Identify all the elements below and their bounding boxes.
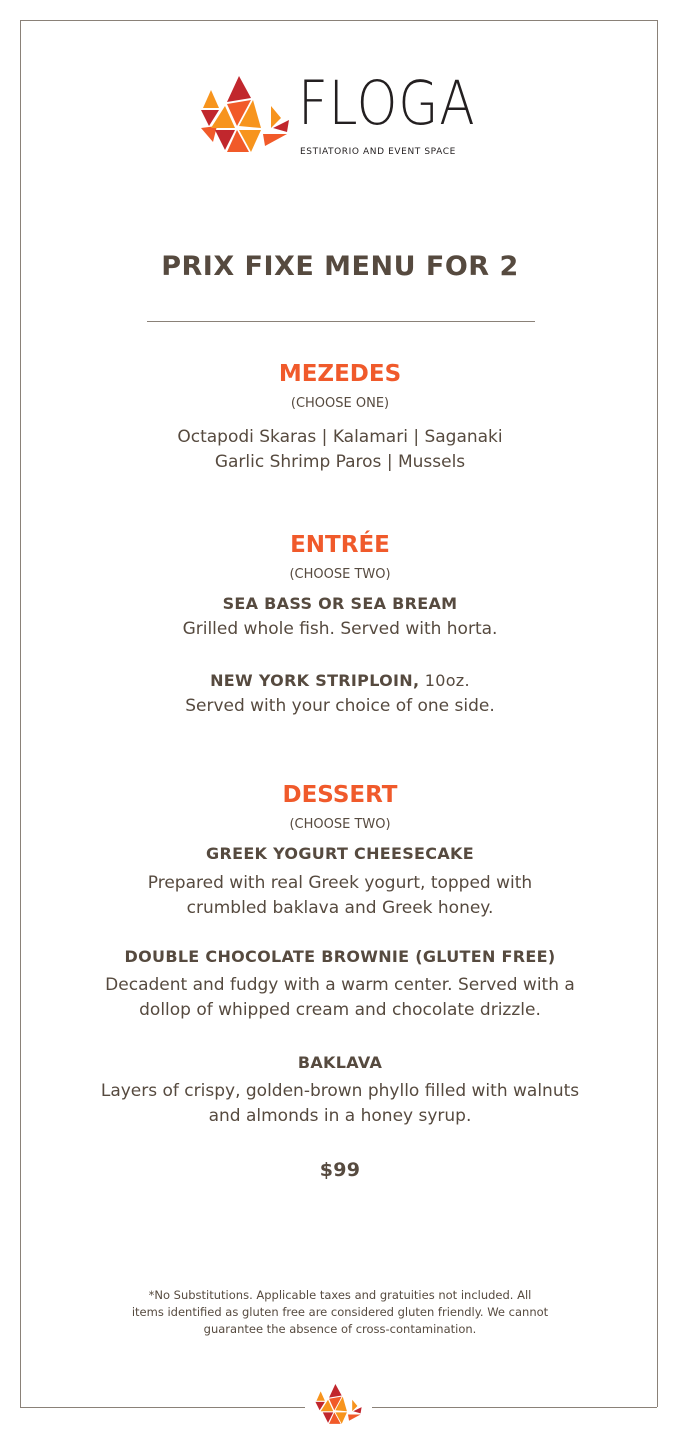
page-title: PRIX FIXE MENU FOR 2 <box>161 251 519 282</box>
dessert-item-desc: crumbled baklava and Greek honey. <box>186 898 494 918</box>
section-heading-entree: ENTRÉE <box>290 532 390 558</box>
dessert-item-desc: and almonds in a honey syrup. <box>208 1106 472 1126</box>
mezedes-line: Octapodi Skaras | Kalamari | Saganaki <box>177 427 503 447</box>
entree-choose-note: (CHOOSE TWO) <box>289 567 391 582</box>
dessert-choose-note: (CHOOSE TWO) <box>289 817 391 832</box>
brand-tagline: ESTIATORIO AND EVENT SPACE <box>300 147 456 157</box>
entree-item-weight: 10oz. <box>419 671 470 690</box>
entree-item-name <box>0 671 680 690</box>
entree-item-name-text: NEW YORK STRIPLOIN, <box>210 671 420 690</box>
mezedes-choose-note: (CHOOSE ONE) <box>290 396 390 411</box>
section-heading-mezedes: MEZEDES <box>278 361 402 387</box>
flame-footer-icon <box>314 1384 362 1426</box>
entree-item-name: SEA BASS OR SEA BREAM <box>222 594 458 613</box>
bottom-border-left <box>20 1407 305 1408</box>
dessert-item-desc: Prepared with real Greek yogurt, topped with <box>147 873 533 893</box>
dessert-item-name: GREEK YOGURT CHEESECAKE <box>206 844 474 863</box>
dessert-item-desc: dollop of whipped cream and chocolate drizzle. <box>139 1000 541 1020</box>
dessert-item-name: BAKLAVA <box>297 1053 383 1072</box>
footnote-line: *No Substitutions. Applicable taxes and gratuities not included. All <box>148 1288 532 1302</box>
mezedes-line: Garlic Shrimp Paros | Mussels <box>214 452 466 472</box>
dessert-item-desc: Layers of crispy, golden-brown phyllo filled with walnuts <box>100 1081 580 1101</box>
dessert-item-name: DOUBLE CHOCOLATE BROWNIE (GLUTEN FREE) <box>124 947 556 966</box>
entree-item-desc: Served with your choice of one side. <box>185 696 495 716</box>
dessert-item-desc: Decadent and fudgy with a warm center. Served with a <box>105 975 575 995</box>
price: $99 <box>319 1159 361 1181</box>
bottom-border-right <box>372 1407 657 1408</box>
footnote-line: items identified as gluten free are considered gluten friendly. We cannot <box>131 1305 549 1319</box>
section-heading-dessert: DESSERT <box>282 782 398 808</box>
brand-name: FLOGA <box>298 68 476 139</box>
flame-logo-icon <box>199 76 289 156</box>
footnote-line: guarantee the absence of cross-contamination. <box>203 1322 477 1336</box>
entree-item-desc: Grilled whole fish. Served with horta. <box>182 619 498 639</box>
title-divider <box>147 321 535 322</box>
